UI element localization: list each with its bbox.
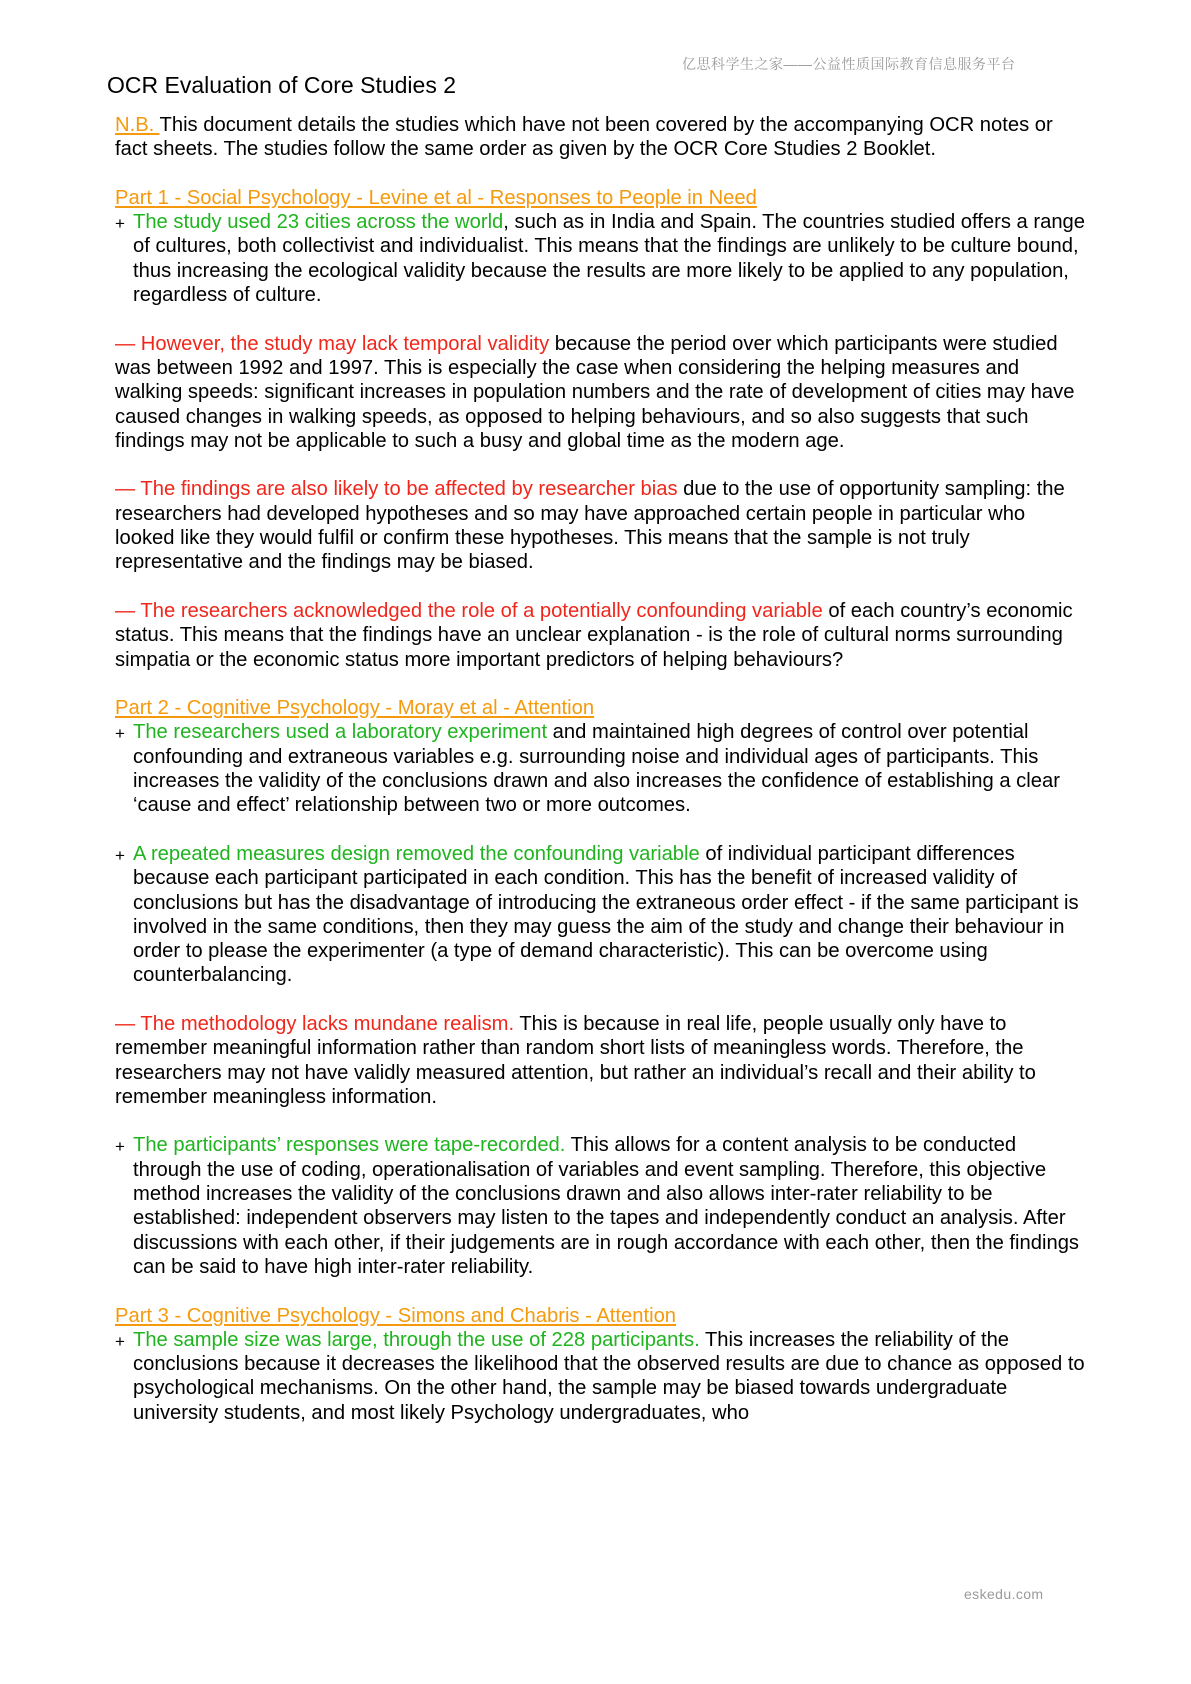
negative-highlight: — The researchers acknowledged the role of a potentially confounding variable bbox=[115, 599, 823, 622]
plus-icon: + bbox=[115, 214, 125, 234]
part1-heading: Part 1 - Social Psychology - Levine et al - Responses to People in Need bbox=[115, 186, 757, 209]
footer-site-text: eskedu.com bbox=[964, 1586, 1044, 1602]
part2-point-2 bbox=[115, 842, 1085, 988]
point-text: This allows for a content analysis to be conducted through the use of coding, operationalisation of variables and event sampling. Therefore, this objective method increases the validity of the conclusions drawn and also allows inter-rater reliability to be established: independent observers may listen to the tapes and independently conduct an analysis. After discussions with each other, if their judgements are in rough accordance with each other, then the findings can be said to have high inter-rater reliability. bbox=[133, 1134, 1080, 1278]
document-title: OCR Evaluation of Core Studies 2 bbox=[107, 72, 457, 98]
part3-point-1 bbox=[115, 1328, 1085, 1425]
positive-highlight: A repeated measures design removed the confounding variable bbox=[133, 842, 700, 865]
negative-highlight: — The findings are also likely to be affected by researcher bias bbox=[115, 478, 678, 501]
part1-point-2 bbox=[115, 332, 1085, 453]
positive-highlight: The study used 23 cities across the world bbox=[133, 211, 504, 234]
nb-label: N.B. bbox=[115, 114, 160, 136]
positive-highlight: The participants’ responses were tape-recorded. bbox=[133, 1134, 566, 1157]
plus-icon: + bbox=[115, 845, 125, 865]
point-text: of individual participant differences because each participant participated in each condition. This has the benefit of increased validity of conclusions but has the disadvantage of introducing the extraneous order effect - if the same participant is involved in the same conditions, then they may guess the aim of the study and change their behaviour in order to please the experimenter (a type of demand characteristic). This can be overcome using counterbalancing. bbox=[133, 842, 1079, 987]
intro-paragraph bbox=[115, 113, 1085, 162]
plus-icon: + bbox=[115, 1331, 125, 1351]
positive-highlight: The sample size was large, through the use of 228 participants. bbox=[133, 1328, 700, 1351]
part2-point-4 bbox=[115, 1133, 1085, 1279]
point-text: This is because in real life, people usually only have to remember meaningful information rather than random short lists of meaningless words. Therefore, the researchers may not have validly measured attention, but rather an individual’s recall and their ability to remember meaningless information. bbox=[115, 1012, 1036, 1108]
part2-heading: Part 2 - Cognitive Psychology - Moray et al - Attention bbox=[115, 697, 595, 720]
part2-section bbox=[115, 696, 1085, 1279]
part1-section bbox=[115, 186, 1085, 672]
part1-point-3 bbox=[115, 477, 1085, 574]
part1-point-1 bbox=[115, 210, 1085, 307]
intro-text: This document details the studies which have not been covered by the accompanying OCR notes or fact sheets. The studies follow the same order as given by the OCR Core Studies 2 Booklet. bbox=[115, 114, 1053, 161]
negative-highlight: — The methodology lacks mundane realism. bbox=[115, 1012, 515, 1035]
document-body bbox=[115, 113, 1085, 1425]
point-text: due to the use of opportunity sampling: the researchers had developed hypotheses and so may have approached certain people in particular who looked like they would fulfil or confirm these hypotheses. This means that the sample is not truly representative and the findings may be biased. bbox=[115, 478, 1065, 574]
plus-icon: + bbox=[115, 1137, 125, 1157]
plus-icon: + bbox=[115, 724, 125, 744]
point-text: of each country’s economic status. This means that the findings have an unclear explanation - is the role of cultural norms surrounding simpatia or the economic status more important predictors of helping behaviours? bbox=[115, 599, 1073, 671]
part3-heading: Part 3 - Cognitive Psychology - Simons and Chabris - Attention bbox=[115, 1304, 677, 1327]
point-text: , such as in India and Spain. The countries studied offers a range of cultures, both collectivist and individualist. This means that the findings are unlikely to be culture bound, thus increasing the ecological validity because the results are more likely to be applied to any population, regardless of culture. bbox=[133, 211, 1085, 307]
negative-highlight: — However, the study may lack temporal validity bbox=[115, 332, 550, 355]
part2-point-3 bbox=[115, 1012, 1085, 1109]
part3-section bbox=[115, 1304, 1085, 1425]
watermark-text: 亿思科学生之家——公益性质国际教育信息服务平台 bbox=[682, 56, 1016, 72]
point-text: This increases the reliability of the conclusions because it decreases the likelihood that the observed results are due to chance as opposed to psychological mechanisms. On the other hand, the sample may be biased towards undergraduate university students, and most likely Psychology undergraduates, who bbox=[133, 1328, 1085, 1424]
part2-point-1 bbox=[115, 720, 1085, 817]
part1-point-4 bbox=[115, 599, 1085, 672]
point-text: because the period over which participants were studied was between 1992 and 1997. This is especially the case when considering the helping measures and walking speeds: significant increases in population numbers and the rate of development of cities may have caused changes in walking speeds, as opposed to helping behaviours, and so also suggests that such findings may not be applicable to such a busy and global time as the modern age. bbox=[115, 332, 1075, 452]
positive-highlight: The researchers used a laboratory experiment bbox=[133, 721, 548, 744]
point-text: and maintained high degrees of control over potential confounding and extraneous variables e.g. surrounding noise and individual ages of participants. This increases the validity of the conclusions drawn and also increases the confidence of establishing a clear ‘cause and effect’ relationship between two or more outcomes. bbox=[133, 721, 1060, 817]
